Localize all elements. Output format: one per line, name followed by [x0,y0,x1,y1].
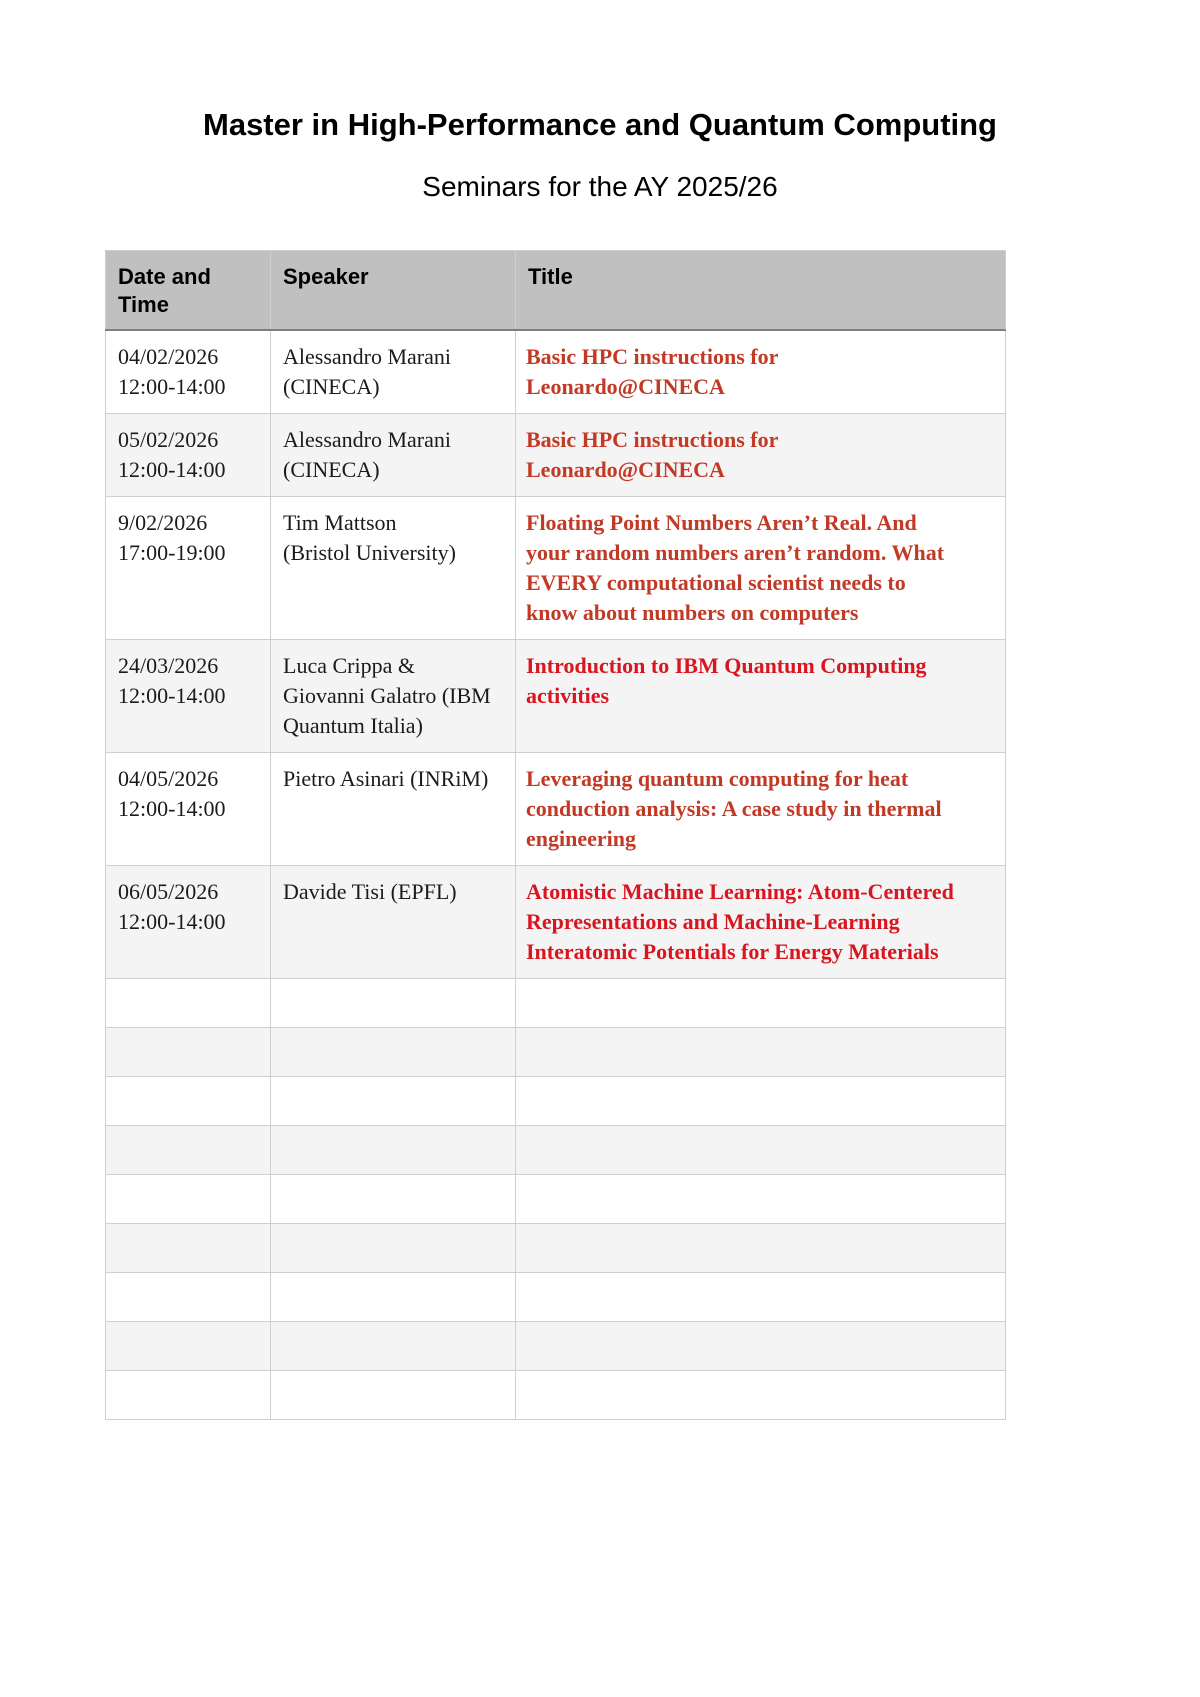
empty-cell [516,1028,1006,1077]
seminar-title [516,753,1006,866]
seminar-speaker [271,866,516,979]
seminar-date: 9/02/2026 [118,510,208,535]
title-line: know about numbers on computers [526,600,859,625]
empty-row [106,1273,1006,1322]
header-speaker: Speaker [271,251,516,331]
speaker-line: Pietro Asinari (INRiM) [283,766,489,791]
speaker-line: Luca Crippa & [283,653,415,678]
date-time-cell [106,640,271,753]
empty-row [106,1322,1006,1371]
empty-cell [106,1322,271,1371]
empty-cell [271,1371,516,1420]
empty-row [106,1371,1006,1420]
speaker-line: (Bristol University) [283,540,456,565]
empty-cell [271,1322,516,1371]
empty-cell [516,1175,1006,1224]
seminar-time: 12:00-14:00 [118,683,226,708]
seminar-speaker [271,640,516,753]
seminar-speaker [271,753,516,866]
seminar-time: 12:00-14:00 [118,796,226,821]
empty-cell [106,979,271,1028]
empty-cell [106,1028,271,1077]
title-line: Introduction to IBM Quantum Computing [526,653,927,678]
empty-cell [106,1224,271,1273]
empty-cell [106,1126,271,1175]
seminar-date: 04/02/2026 [118,344,219,369]
speaker-line: Quantum Italia) [283,713,423,738]
page-title: Master in High-Performance and Quantum Computing [203,107,997,142]
title-line: Leveraging quantum computing for heat [526,766,909,791]
seminar-title [516,414,1006,497]
empty-row [106,1077,1006,1126]
empty-cell [516,1371,1006,1420]
empty-cell [516,1273,1006,1322]
empty-cell [516,1077,1006,1126]
table-head [106,251,1006,331]
seminar-date: 24/03/2026 [118,653,219,678]
table-header-row [106,251,1006,331]
seminar-date: 04/05/2026 [118,766,219,791]
empty-cell [106,1273,271,1322]
speaker-line: (CINECA) [283,457,380,482]
empty-cell [106,1371,271,1420]
empty-cell [106,1175,271,1224]
title-line: Floating Point Numbers Aren’t Real. And [526,510,917,535]
empty-row [106,1028,1006,1077]
seminar-time: 12:00-14:00 [118,909,226,934]
speaker-line: Giovanni Galatro (IBM [283,683,491,708]
empty-cell [271,1028,516,1077]
table-body [106,330,1006,1420]
speaker-line: Alessandro Marani [283,344,452,369]
seminar-speaker [271,497,516,640]
seminar-time: 17:00-19:00 [118,540,226,565]
table-row [106,330,1006,414]
seminars-table [105,250,1006,1420]
empty-row [106,1175,1006,1224]
empty-cell [516,1322,1006,1371]
date-time-cell [106,866,271,979]
empty-cell [271,1175,516,1224]
date-time-cell [106,330,271,414]
header-date-time: Date and Time [106,251,271,331]
seminar-title [516,330,1006,414]
page-subtitle: Seminars for the AY 2025/26 [422,171,778,202]
table-row [106,414,1006,497]
empty-cell [271,1273,516,1322]
seminar-time: 12:00-14:00 [118,374,226,399]
empty-cell [271,1224,516,1273]
date-time-cell [106,497,271,640]
date-time-cell [106,753,271,866]
empty-cell [516,1224,1006,1273]
title-line: Interatomic Potentials for Energy Materials [526,939,939,964]
table-row [106,753,1006,866]
title-line: Basic HPC instructions for [526,427,779,452]
speaker-line: (CINECA) [283,374,380,399]
speaker-line: Alessandro Marani [283,427,452,452]
title-line: activities [526,683,610,708]
empty-cell [271,979,516,1028]
title-line: Leonardo@CINECA [526,457,725,482]
table-row [106,866,1006,979]
empty-cell [271,1126,516,1175]
speaker-line: Tim Mattson [283,510,397,535]
empty-row [106,979,1006,1028]
table-row [106,497,1006,640]
title-line: Leonardo@CINECA [526,374,725,399]
title-line: conduction analysis: A case study in thermal [526,796,942,821]
date-time-cell [106,414,271,497]
title-line: Atomistic Machine Learning: Atom-Centered [526,879,954,904]
seminar-date: 06/05/2026 [118,879,219,904]
seminar-speaker [271,414,516,497]
seminar-title [516,866,1006,979]
title-line: Basic HPC instructions for [526,344,779,369]
title-line: your random numbers aren’t random. What [526,540,945,565]
table-row [106,640,1006,753]
title-line: engineering [526,826,636,851]
title-line: Representations and Machine-Learning [526,909,900,934]
empty-cell [516,1126,1006,1175]
seminar-title [516,640,1006,753]
title-line: EVERY computational scientist needs to [526,570,906,595]
empty-row [106,1224,1006,1273]
seminar-date: 05/02/2026 [118,427,219,452]
empty-row [106,1126,1006,1175]
speaker-line: Davide Tisi (EPFL) [283,879,457,904]
empty-cell [271,1077,516,1126]
empty-cell [516,979,1006,1028]
seminar-time: 12:00-14:00 [118,457,226,482]
seminar-title [516,497,1006,640]
seminar-speaker [271,330,516,414]
header-title: Title [516,251,1006,331]
empty-cell [106,1077,271,1126]
